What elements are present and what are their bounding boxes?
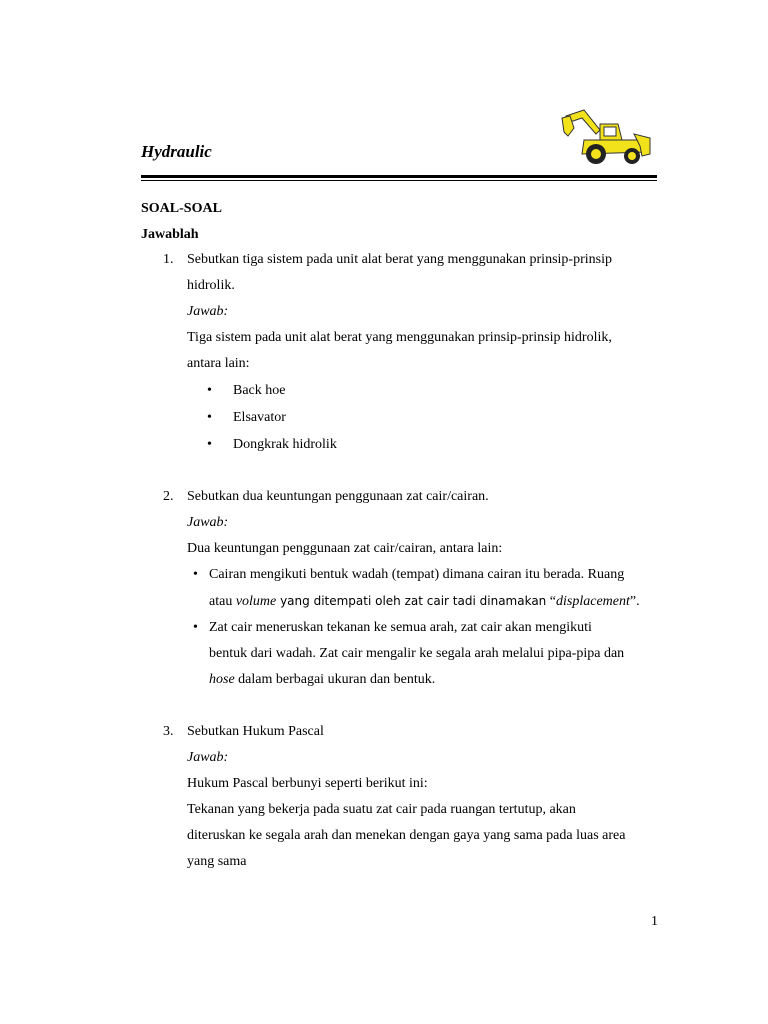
section-subtitle: Jawablah <box>141 227 199 242</box>
answer-text: antara lain: <box>187 356 250 371</box>
bullet-text: Cairan mengikuti bentuk wadah (tempat) dimana cairan itu berada. Ruang <box>209 567 625 582</box>
answer-text: diteruskan ke segala arah dan menekan dengan gaya yang sama pada luas area <box>187 828 626 843</box>
list-item: • Dongkrak hidrolik <box>233 431 661 458</box>
italic-term: displacement <box>556 594 630 609</box>
bullet-text: dalam berbagai ukuran dan bentuk. <box>234 672 436 687</box>
question-text: Sebutkan Hukum Pascal <box>187 724 324 739</box>
question-number: 3. <box>163 724 174 739</box>
list-item: • Back hoe <box>233 377 661 404</box>
question-number: 1. <box>163 252 174 267</box>
bullet-text: yang ditempati oleh zat cair tadi dinamakan <box>276 594 547 608</box>
bullet-text: Zat cair meneruskan tekanan ke semua arah, zat cair akan mengikuti <box>209 620 592 635</box>
question-1 <box>141 247 661 458</box>
page-number: 1 <box>651 914 658 929</box>
page-title: Hydraulic <box>141 142 212 161</box>
answer-text: Tekanan yang bekerja pada suatu zat cair pada ruangan tertutup, akan <box>187 802 576 817</box>
answer-text: Tiga sistem pada unit alat berat yang menggunakan prinsip-prinsip hidrolik, <box>187 330 612 345</box>
list-item <box>209 615 661 693</box>
question-2 <box>141 484 661 693</box>
header-rule-thick <box>141 175 657 178</box>
document-body <box>141 197 661 875</box>
answer-text: yang sama <box>187 854 247 869</box>
answer-text: Dua keuntungan penggunaan zat cair/cairan, antara lain: <box>187 541 503 556</box>
list-item: • Elsavator <box>233 404 661 431</box>
quote-mark: “ <box>546 594 557 609</box>
answer-label: Jawab: <box>187 750 229 765</box>
answer-text: Hukum Pascal berbunyi seperti berikut ini: <box>187 776 428 791</box>
question-text: Sebutkan dua keuntungan penggunaan zat cair/cairan. <box>187 489 489 504</box>
question-text: hidrolik. <box>187 278 235 293</box>
bullet-text: bentuk dari wadah. Zat cair mengalir ke segala arah melalui pipa-pipa dan <box>209 646 625 661</box>
bullet-text: atau <box>209 594 236 609</box>
question-3 <box>141 719 661 875</box>
answer-bullet-list <box>187 562 661 693</box>
answer-bullet-list <box>187 377 661 458</box>
header-rule-thin <box>141 180 657 181</box>
section-title: SOAL-SOAL <box>141 201 222 216</box>
quote-mark: ”. <box>629 594 640 609</box>
answer-label: Jawab: <box>187 304 229 319</box>
answer-label: Jawab: <box>187 515 229 530</box>
question-text: Sebutkan tiga sistem pada unit alat berat yang menggunakan prinsip-prinsip <box>187 252 612 267</box>
italic-term: hose <box>209 672 235 687</box>
backhoe-loader-icon <box>556 106 652 166</box>
italic-term: volume <box>235 594 277 609</box>
question-number: 2. <box>163 489 174 504</box>
list-item <box>209 562 661 615</box>
